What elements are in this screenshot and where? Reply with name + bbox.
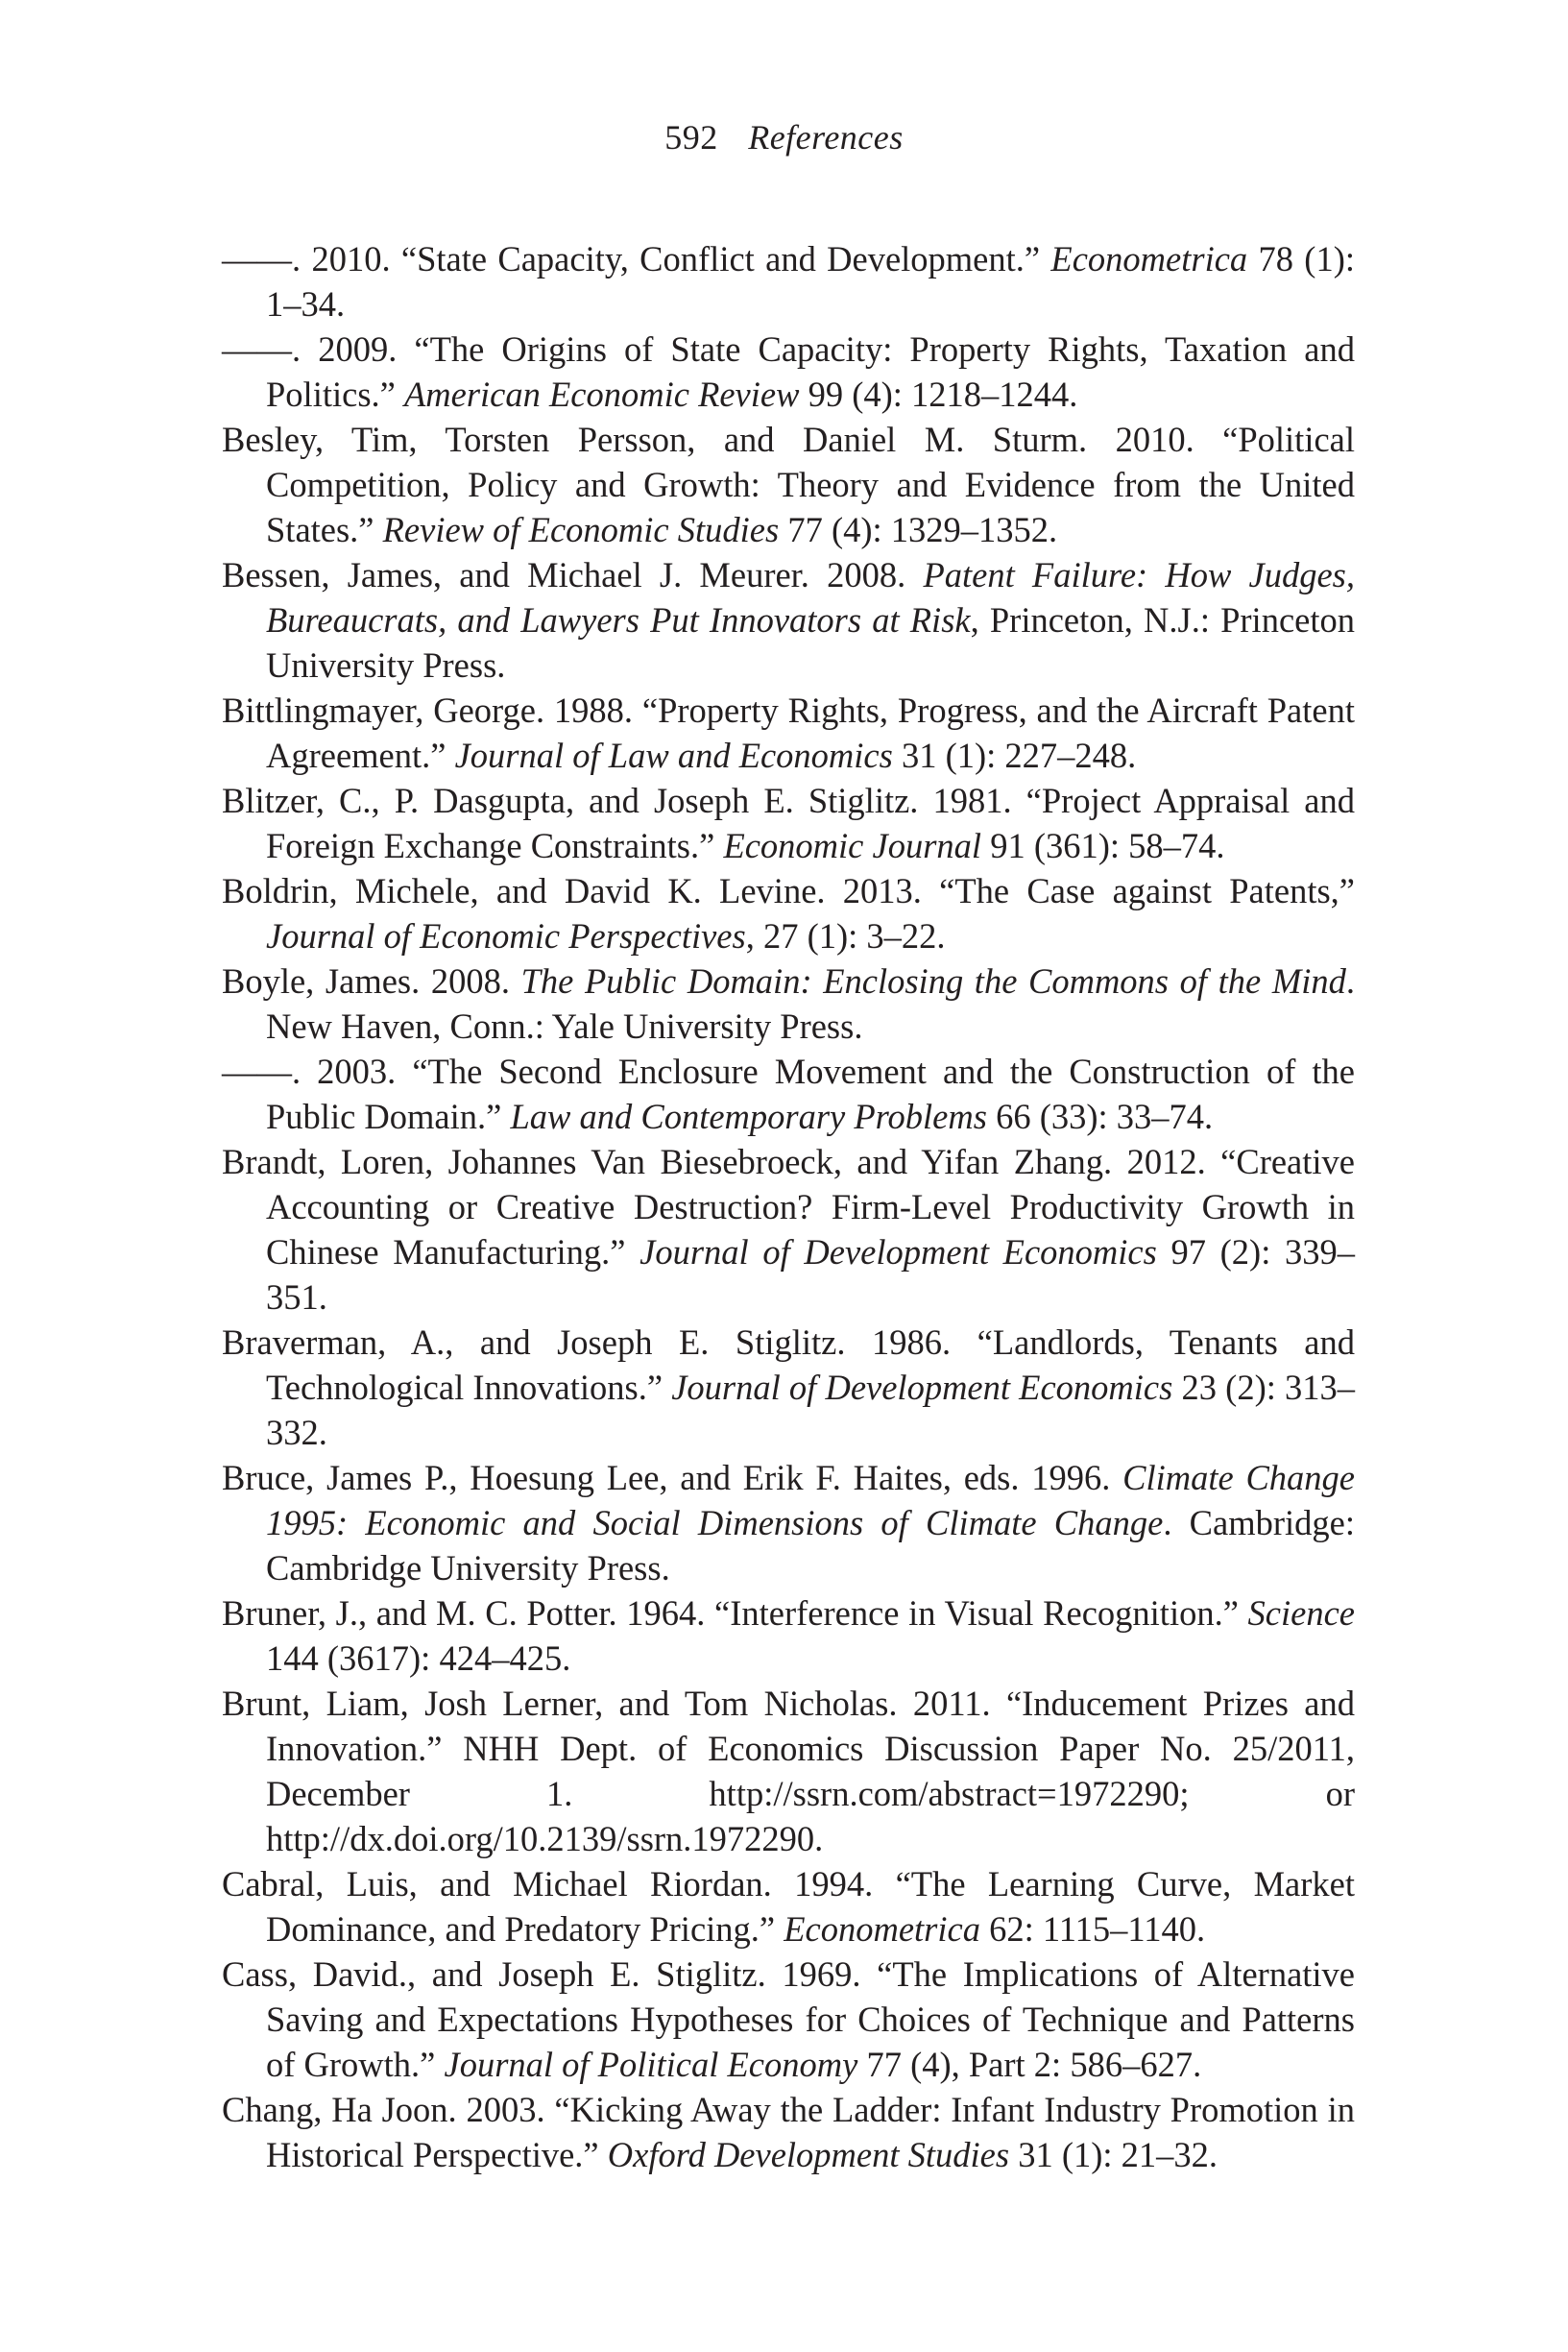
reference-entry	[222, 236, 1355, 327]
reference-publication-title: Journal of Political Economy	[444, 2045, 858, 2084]
reference-text: 66 (33): 33–74.	[986, 1097, 1214, 1136]
reference-entry	[222, 688, 1355, 778]
reference-text: 2003. “The Second Enclosure Movement and the Construction of the Public Domain.”	[266, 1052, 1355, 1136]
reference-publication-title: Patent Failure: How Judges, Bureaucrats, and Lawyers Put Innovators at Risk	[266, 555, 1355, 640]
reference-author: Bessen, James, and Michael J. Meurer.	[222, 555, 809, 594]
reference-text: 1988. “Property Rights, Progress, and the Aircraft Patent Agreement.”	[266, 691, 1355, 775]
reference-publication-title: Oxford Development Studies	[607, 2135, 1010, 2174]
reference-author: Chang, Ha Joon.	[222, 2090, 457, 2129]
reference-entry	[222, 327, 1355, 417]
reference-entry	[222, 1590, 1355, 1681]
running-head	[0, 117, 1568, 158]
reference-text: 31 (1): 227–248.	[892, 736, 1137, 775]
reference-text: 1994. “The Learning Curve, Market Dominance, and Predatory Pricing.”	[266, 1864, 1355, 1949]
reference-author: Cabral, Luis, and Michael Riordan.	[222, 1864, 772, 1903]
reference-author: Bittlingmayer, George.	[222, 691, 545, 730]
reference-text: . Cambridge: Cambridge University Press.	[266, 1503, 1355, 1588]
reference-text: 99 (4): 1218–1244.	[799, 375, 1078, 414]
reference-text: 1986. “Landlords, Tenants and Technological Innovations.”	[266, 1322, 1355, 1407]
reference-text: . New Haven, Conn.: Yale University Press.	[266, 961, 1355, 1046]
reference-text: 2011. “Inducement Prizes and Innovation.” NHH Dept. of Economics Discussion Paper No. 25/2011, December 1. http://ssrn.com/abstract=1972290; or http://dx.doi.org/10.2139/ssrn.1972290.	[266, 1684, 1355, 1858]
reference-text: 2010. “Political Competition, Policy and Growth: Theory and Evidence from the United States.”	[266, 420, 1356, 549]
reference-text: 23 (2): 313–332.	[266, 1368, 1356, 1452]
reference-author: ——.	[222, 239, 302, 279]
reference-text: 2012. “Creative Accounting or Creative Destruction? Firm-Level Productivity Growth in Chinese Manufacturing.”	[266, 1142, 1355, 1272]
reference-publication-title: Journal of Economic Perspectives	[266, 916, 746, 956]
section-title: References	[748, 118, 904, 157]
reference-author: Bruce, James P., Hoesung Lee, and Erik F. Haites, eds.	[222, 1458, 1020, 1497]
reference-publication-title: Journal of Law and Economics	[454, 736, 893, 775]
reference-publication-title: Review of Economic Studies	[382, 510, 780, 549]
reference-author: Brandt, Loren, Johannes Van Biesebroeck, and Yifan Zhang.	[222, 1142, 1113, 1181]
reference-publication-title: Econometrica	[784, 1909, 980, 1949]
reference-publication-title: Law and Contemporary Problems	[510, 1097, 987, 1136]
reference-entry	[222, 958, 1355, 1049]
reference-text: , 27 (1): 3–22.	[745, 916, 946, 956]
reference-text: 2010. “State Capacity, Conflict and Development.”	[301, 239, 1051, 279]
reference-entry	[222, 552, 1355, 688]
reference-publication-title: Economic Journal	[723, 826, 982, 865]
reference-text: 77 (4): 1329–1352.	[779, 510, 1058, 549]
reference-text: 91 (361): 58–74.	[981, 826, 1225, 865]
reference-entry	[222, 1681, 1355, 1861]
reference-text: 1996.	[1019, 1458, 1123, 1497]
reference-author: Blitzer, C., P. Dasgupta, and Joseph E. Stiglitz.	[222, 781, 919, 820]
reference-publication-title: The Public Domain: Enclosing the Commons of the Mind	[520, 961, 1346, 1001]
reference-entry	[222, 1861, 1355, 1952]
reference-entry	[222, 417, 1355, 552]
reference-publication-title: American Economic Review	[403, 375, 800, 414]
reference-entry	[222, 1455, 1355, 1590]
reference-author: Bruner, J., and M. C. Potter.	[222, 1593, 617, 1633]
reference-text: , Princeton, N.J.: Princeton University Press.	[266, 600, 1355, 685]
reference-entry	[222, 1952, 1355, 2087]
reference-entry	[222, 1139, 1355, 1320]
reference-text: 1969. “The Implications of Alternative Saving and Expectations Hypotheses for Choices of Technique and Patterns of Growth.”	[266, 1954, 1356, 2084]
reference-text: 1981. “Project Appraisal and Foreign Exchange Constraints.”	[266, 781, 1355, 865]
reference-publication-title: Journal of Development Economics	[671, 1368, 1173, 1407]
reference-text: 77 (4), Part 2: 586–627.	[857, 2045, 1202, 2084]
reference-text: 2003. “Kicking Away the Ladder: Infant Industry Promotion in Historical Perspective.”	[266, 2090, 1355, 2174]
reference-text: 2009. “The Origins of State Capacity: Property Rights, Taxation and Politics.”	[266, 329, 1355, 414]
reference-publication-title: Journal of Development Economics	[639, 1232, 1157, 1272]
reference-author: Braverman, A., and Joseph E. Stiglitz.	[222, 1322, 846, 1362]
reference-publication-title: Climate Change 1995: Economic and Social Dimensions of Climate Change	[266, 1458, 1355, 1542]
reference-entry	[222, 1049, 1355, 1139]
reference-text: 144 (3617): 424–425.	[266, 1638, 571, 1678]
reference-author: Brunt, Liam, Josh Lerner, and Tom Nicholas.	[222, 1684, 898, 1723]
reference-author: ——.	[222, 329, 302, 369]
reference-entry	[222, 778, 1355, 868]
reference-publication-title: Science	[1247, 1593, 1355, 1633]
reference-author: Boyle, James.	[222, 961, 421, 1001]
reference-entry	[222, 868, 1355, 958]
page-number: 592	[664, 118, 718, 157]
reference-text: 31 (1): 21–32.	[1009, 2135, 1218, 2174]
reference-entry	[222, 2087, 1355, 2177]
reference-text: 2008.	[420, 961, 521, 1001]
reference-publication-title: Econometrica	[1050, 239, 1248, 279]
reference-text: 1964. “Interference in Visual Recognition.”	[616, 1593, 1248, 1633]
reference-author: Besley, Tim, Torsten Persson, and Daniel M. Sturm.	[222, 420, 1088, 459]
reference-author: Cass, David., and Joseph E. Stiglitz.	[222, 1954, 766, 1994]
reference-text: 2013. “The Case against Patents,”	[825, 871, 1356, 910]
reference-text: 2008.	[808, 555, 924, 594]
reference-entry	[222, 1320, 1355, 1455]
reference-author: Boldrin, Michele, and David K. Levine.	[222, 871, 826, 910]
reference-author: ——.	[222, 1052, 302, 1091]
reference-list	[222, 236, 1355, 2177]
reference-text: 62: 1115–1140.	[979, 1909, 1206, 1949]
reference-text: 78 (1): 1–34.	[266, 239, 1356, 324]
reference-text: 97 (2): 339–351.	[266, 1232, 1355, 1317]
